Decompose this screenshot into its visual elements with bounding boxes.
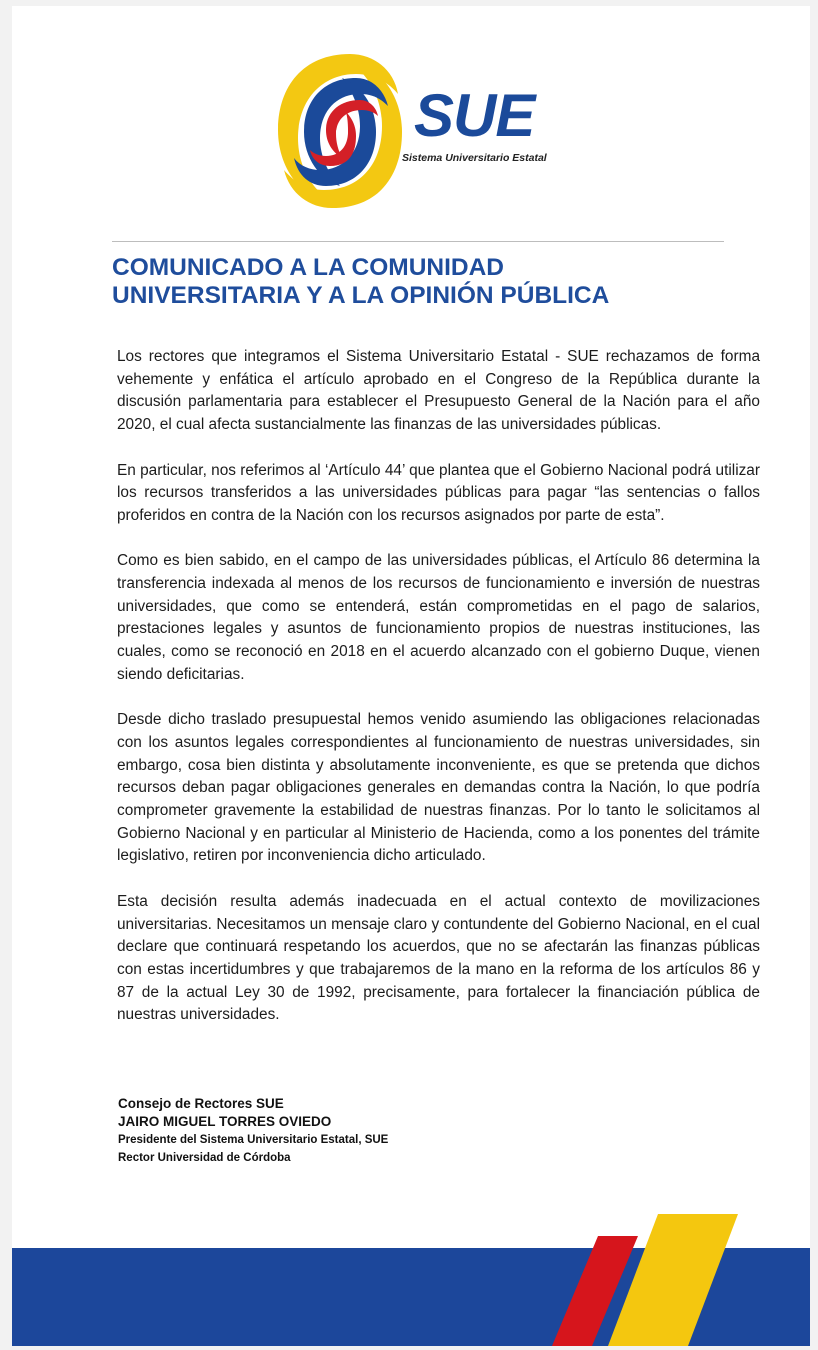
header-divider <box>112 241 724 242</box>
signature-block <box>118 1095 388 1167</box>
signature-role: Presidente del Sistema Universitario Estatal, SUE <box>118 1134 389 1146</box>
sue-logo <box>272 48 572 218</box>
sue-subtitle: Sistema Universitario Estatal <box>402 152 547 164</box>
paragraph: Como es bien sabido, en el campo de las universidades públicas, el Artículo 86 determina la transferencia indexada al menos de los recursos de funcionamiento e inversión de nuestras universidades, que como se entenderá, están comprometidas en el pago de salarios, prestaciones legales y asuntos de funcionamiento propios de nuestras instituciones, las cuales, como se reconoció en 2018 en el acuerdo alcanzado con el gobierno Duque, vienen siendo deficitarias. <box>117 552 760 683</box>
document-page <box>12 6 810 1346</box>
footer-stripes-icon <box>552 1206 752 1346</box>
signature-council: Consejo de Rectores SUE <box>118 1096 284 1111</box>
communique-body <box>117 346 760 1050</box>
signature-name: JAIRO MIGUEL TORRES OVIEDO <box>118 1114 332 1129</box>
paragraph: Desde dicho traslado presupuestal hemos venido asumiendo las obligaciones relacionadas con los asuntos legales correspondientes al funcionamiento de nuestras universidades, sin embargo, cosa bien distinta y absolutamente inconveniente, es que se pretenda que dichos recursos deban pagar obligaciones generales en demandas contra la Nación, lo que podría comprometer gravemente la estabilidad de nuestras finanzas. Por lo tanto le solicitamos al Gobierno Nacional y en particular al Ministerio de Hacienda, como a los ponentes del trámite legislativo, retiren por inconveniencia dicho articulado. <box>117 711 760 865</box>
title-line-2: UNIVERSITARIA Y A LA OPINIÓN PÚBLICA <box>112 282 610 309</box>
signature-rector: Rector Universidad de Córdoba <box>118 1152 291 1164</box>
sue-wordmark: SUE <box>414 82 535 149</box>
page-title <box>112 254 752 310</box>
sue-swirl-icon <box>272 48 407 213</box>
paragraph: Esta decisión resulta además inadecuada en el actual contexto de movilizaciones universitarias. Necesitamos un mensaje claro y contundente del Gobierno Nacional, en el cual declare que continuará respetando los acuerdos, que no se afectarán las finanzas públicas con estas incertidumbres y que trabajaremos de la mano en la reforma de los artículos 86 y 87 de la actual Ley 30 de 1992, precisamente, para fortalecer la financiación pública de nuestras universidades. <box>117 892 760 1024</box>
paragraph: En particular, nos referimos al ‘Artículo 44’ que plantea que el Gobierno Nacional podrá utilizar los recursos transferidos a las universidades públicas para pagar “las sentencias o fallos proferidos en contra de la Nación con los recursos asignados por parte de esta”. <box>117 461 760 524</box>
paragraph: Los rectores que integramos el Sistema Universitario Estatal - SUE rechazamos de forma vehemente y enfática el artículo aprobado en el Congreso de la República durante la discusión parlamentaria para establecer el Presupuesto General de la Nación para el año 2020, el cual afecta sustancialmente las finanzas de las universidades públicas. <box>117 348 760 434</box>
title-line-1: COMUNICADO A LA COMUNIDAD <box>112 254 504 281</box>
